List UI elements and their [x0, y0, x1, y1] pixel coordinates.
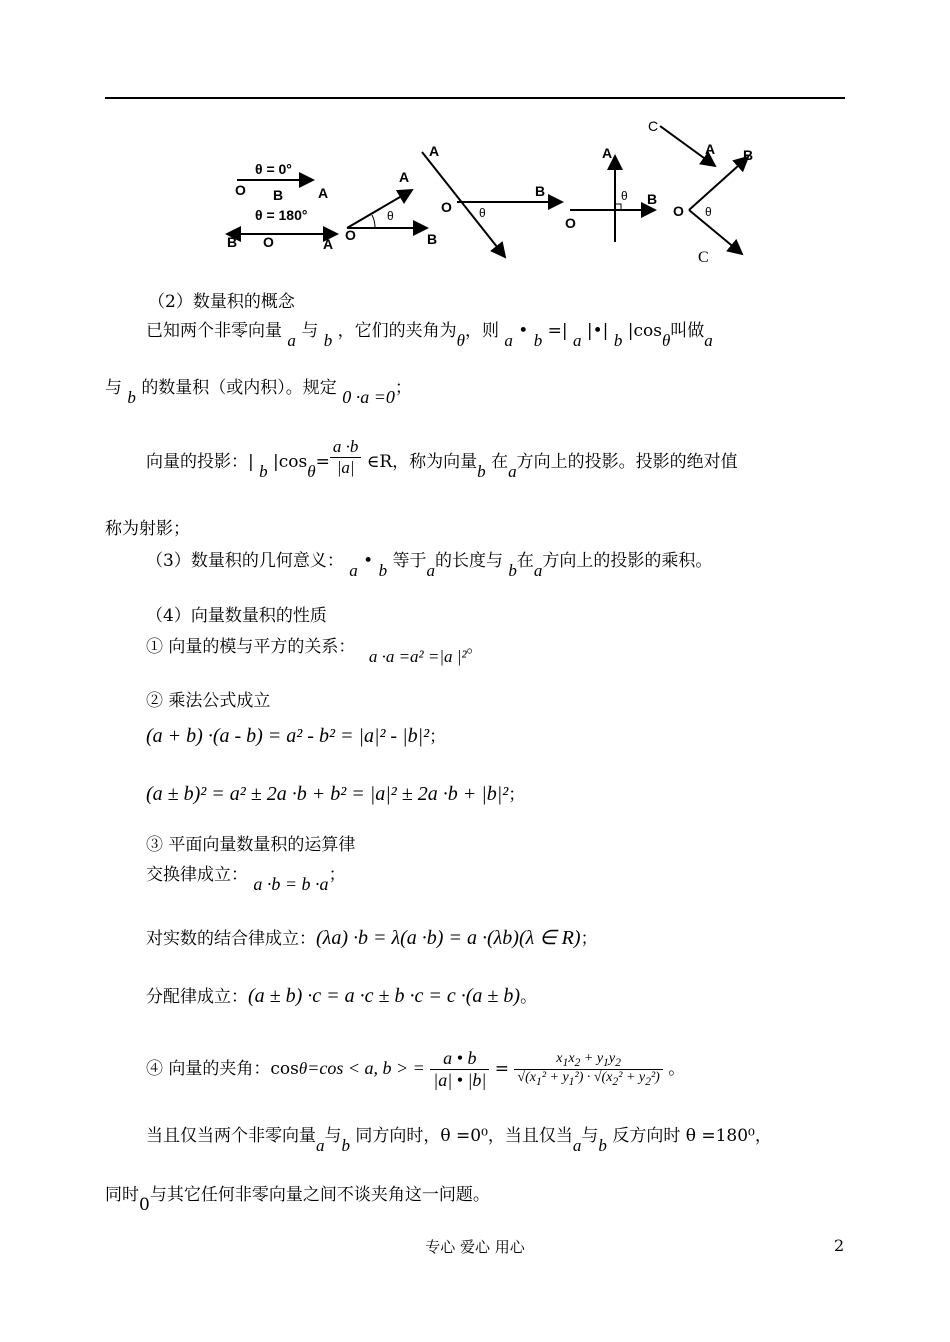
page-number: 2: [834, 1236, 845, 1255]
svg-text:O: O: [565, 215, 576, 231]
svg-text:B: B: [743, 147, 754, 163]
svg-text:A: A: [602, 145, 613, 161]
svg-text:O: O: [673, 203, 684, 219]
svg-text:A: A: [323, 236, 334, 252]
property-4-angle: ④ 向量的夹角：cosθ=cos < a, b > = $\frac{a • b}{|a| • |b|}$ = $\frac{x_1x_2 + y_1y_2}{√(x_1^2 + y_1^2) \cdot √(x_2^2 + y_2^2)}$ 。: [146, 1048, 686, 1090]
svg-text:θ: θ: [479, 206, 486, 220]
svg-text:C: C: [648, 118, 659, 134]
closing-line2: 同时0与其它任何非零向量之间不谈夹角这一问题。: [105, 1185, 490, 1215]
svg-text:O: O: [441, 199, 452, 215]
label-theta0: θ = 0°: [255, 161, 292, 177]
svg-text:θ: θ: [387, 209, 394, 223]
svg-text:B: B: [273, 187, 284, 203]
projection-line2: 称为射影；: [105, 519, 190, 539]
distributive-law: 分配律成立：(a ± b) ·c = a ·c ± b ·c = c ·(a ± b)。: [146, 985, 538, 1007]
projection-line: 向量的投影：| b |cosθ= $\frac{a \cdot b}{|a|}$ ∈R，称为向量b 在a方向上的投影。投影的绝对值: [146, 437, 738, 481]
formula-difference-of-squares: (a + b) ·(a - b) = a² - b² = |a|² - |b|²；: [146, 725, 447, 747]
header-rule: [105, 97, 845, 99]
formula-square-expansion: (a ± b)² = a² ± 2a ·b + b² = |a|² ± 2a ·b + |b|²；: [146, 783, 526, 805]
svg-text:O: O: [263, 234, 274, 250]
geometric-meaning: （3）数量积的几何意义： a • b 等于a的长度与 b在a方向上的投影的乘积。: [146, 551, 713, 580]
closing-line1: 当且仅当两个非零向量a与b 同方向时，θ =0⁰，当且仅当a与b 反方向时 θ =180⁰，: [146, 1126, 772, 1155]
svg-text:A: A: [705, 141, 716, 157]
property-2: ② 乘法公式成立: [146, 691, 271, 711]
svg-text:B: B: [427, 231, 438, 247]
svg-text:θ: θ: [621, 189, 628, 203]
svg-text:C: C: [698, 249, 709, 266]
svg-text:O: O: [345, 227, 356, 243]
svg-text:B: B: [647, 191, 658, 207]
section2-heading: （2）数量积的概念: [148, 292, 295, 312]
page-footer: 专心 爱心 用心: [425, 1238, 525, 1256]
svg-text:B: B: [535, 183, 546, 199]
svg-text:B: B: [227, 234, 238, 250]
vector-angle-figure: [215, 112, 775, 272]
section4-heading: （4）向量数量积的性质: [146, 606, 327, 626]
definition-line1: 已知两个非零向量 a 与 b ，它们的夹角为θ，则 a • b =| a |•| b |cosθ叫做a: [146, 321, 713, 350]
svg-text:O: O: [235, 182, 246, 198]
svg-text:A: A: [318, 185, 329, 201]
associative-law: 对实数的结合律成立：(λa) ·b = λ(a ·b) = a ·(λb)(λ ∈ R)；: [146, 927, 598, 949]
property-1: ① 向量的模与平方的关系： a ·a =a² =|a |²。: [146, 637, 484, 666]
property-3: ③ 平面向量数量积的运算律: [146, 835, 356, 855]
svg-text:θ: θ: [705, 205, 712, 219]
svg-text:A: A: [399, 169, 410, 185]
label-theta180: θ = 180°: [255, 207, 308, 223]
commutative-law: 交换律成立： a ·b = b ·a；: [146, 865, 346, 894]
svg-text:A: A: [429, 143, 440, 159]
definition-line2: 与 b 的数量积（或内积）。规定 0 ·a =0；: [105, 378, 412, 407]
